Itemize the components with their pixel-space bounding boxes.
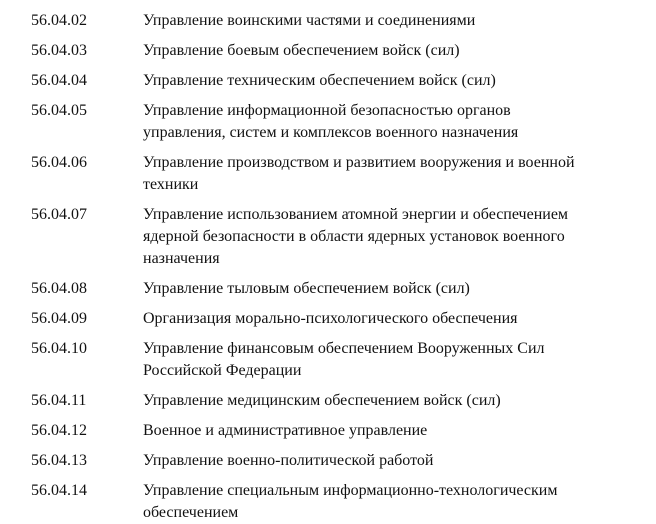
specialty-title-line: техники	[143, 176, 199, 193]
specialty-code: 56.04.02	[31, 12, 87, 29]
specialty-title	[143, 338, 656, 382]
specialty-title	[143, 204, 656, 270]
specialty-title	[143, 40, 656, 62]
specialty-row	[0, 390, 656, 412]
specialty-code: 56.04.09	[31, 310, 87, 327]
specialty-title-line: Управление использованием атомной энергии и обеспечением	[143, 206, 569, 223]
specialty-code: 56.04.05	[31, 102, 87, 119]
specialty-title-line: Организация морально-психологического обеспечения	[143, 310, 518, 327]
specialty-title	[143, 480, 656, 524]
specialty-title	[143, 152, 656, 196]
specialty-title	[143, 100, 656, 144]
specialty-code: 56.04.06	[31, 154, 87, 171]
specialty-row	[0, 480, 656, 524]
specialty-title-line: Управление финансовым обеспечением Вооруженных Сил	[143, 340, 545, 357]
specialty-title	[143, 10, 656, 32]
specialty-title-line: Российской Федерации	[143, 362, 302, 379]
specialty-title	[143, 308, 656, 330]
specialty-title-line: ядерной безопасности в области ядерных установок военного	[143, 228, 565, 245]
specialty-title	[143, 390, 656, 412]
specialty-code: 56.04.10	[31, 340, 87, 357]
specialty-title-line: Управление воинскими частями и соединениями	[143, 12, 476, 29]
specialty-title-line: управления, систем и комплексов военного назначения	[143, 124, 519, 141]
specialty-title-line: Управление боевым обеспечением войск (сил)	[143, 42, 460, 59]
specialty-title-line: Управление специальным информационно-технологическим	[143, 482, 558, 499]
specialty-title-line: Управление техническим обеспечением войск (сил)	[143, 72, 496, 89]
specialty-code: 56.04.08	[31, 280, 87, 297]
specialty-row	[0, 420, 656, 442]
specialty-row	[0, 338, 656, 382]
specialty-code: 56.04.13	[31, 452, 87, 469]
specialty-row	[0, 278, 656, 300]
specialty-row	[0, 450, 656, 472]
specialty-title-line: обеспечением	[143, 504, 239, 521]
specialty-title	[143, 420, 656, 442]
specialty-row	[0, 40, 656, 62]
specialty-title-line: Управление тыловым обеспечением войск (сил)	[143, 280, 470, 297]
specialty-row	[0, 100, 656, 144]
specialty-title-line: Управление медицинским обеспечением войск (сил)	[143, 392, 501, 409]
specialty-code: 56.04.14	[31, 482, 87, 499]
specialty-code: 56.04.07	[31, 206, 87, 223]
specialty-title	[143, 450, 656, 472]
specialty-title-line: Управление военно-политической работой	[143, 452, 434, 469]
specialty-title-line: назначения	[143, 250, 220, 267]
specialty-code: 56.04.03	[31, 42, 87, 59]
specialty-row	[0, 308, 656, 330]
specialty-title-line: Военное и административное управление	[143, 422, 428, 439]
specialty-title	[143, 278, 656, 300]
specialty-title	[143, 70, 656, 92]
specialty-row	[0, 204, 656, 270]
specialty-row	[0, 10, 656, 32]
specialty-row	[0, 152, 656, 196]
specialty-title-line: Управление производством и развитием вооружения и военной	[143, 154, 575, 171]
specialty-code: 56.04.04	[31, 72, 87, 89]
specialty-title-line: Управление информационной безопасностью органов	[143, 102, 511, 119]
specialty-row	[0, 70, 656, 92]
specialty-code: 56.04.12	[31, 422, 87, 439]
specialty-code: 56.04.11	[31, 392, 87, 409]
